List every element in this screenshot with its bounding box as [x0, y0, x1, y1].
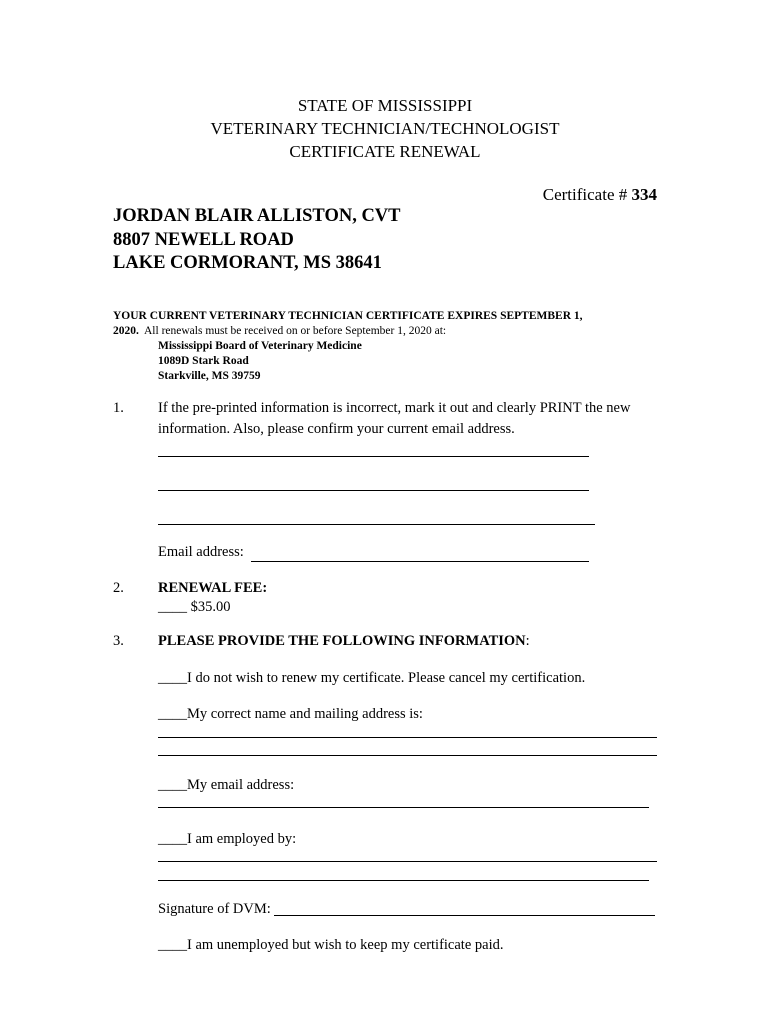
certificate-value: 334: [631, 185, 657, 204]
form-title-state: STATE OF MISSISSIPPI: [297, 96, 473, 115]
form-title-renewal: CERTIFICATE RENEWAL: [289, 142, 481, 161]
renewal-deadline-text: All renewals must be received on or before September 1, 2020 at:: [144, 325, 447, 337]
option-cancel-certificate[interactable]: ____I do not wish to renew my certificate. Please cancel my certification.: [158, 670, 586, 686]
correction-line-2[interactable]: [158, 490, 589, 491]
email-address-line[interactable]: [251, 561, 589, 562]
item1-instruction-line1: If the pre-printed information is incorrect, mark it out and clearly PRINT the new: [158, 400, 631, 416]
certificate-number: [543, 185, 657, 205]
recipient-city: LAKE CORMORANT, MS 38641: [113, 253, 382, 273]
option-employed-by[interactable]: ____I am employed by:: [158, 831, 297, 847]
option-correct-address[interactable]: ____My correct name and mailing address is:: [158, 706, 423, 722]
item3-heading-colon: :: [525, 633, 530, 649]
item3-number: 3.: [113, 633, 124, 649]
correction-line-1[interactable]: [158, 456, 589, 457]
expiry-notice-line2: [113, 325, 446, 337]
dvm-signature-label: Signature of DVM:: [158, 901, 271, 917]
employer-line-2[interactable]: [158, 880, 649, 881]
item2-number: 2.: [113, 580, 124, 596]
renewal-fee-amount[interactable]: ____ $35.00: [158, 599, 231, 615]
option-email-address[interactable]: ____My email address:: [158, 777, 295, 793]
address-line-1[interactable]: [158, 737, 657, 738]
expiry-notice-line1: YOUR CURRENT VETERINARY TECHNICIAN CERTIFICATE EXPIRES SEPTEMBER 1,: [113, 310, 583, 322]
email-line[interactable]: [158, 807, 649, 808]
board-street: 1089D Stark Road: [158, 355, 249, 367]
item1-instruction-line2: information. Also, please confirm your current email address.: [158, 421, 515, 437]
item3-heading: [158, 633, 530, 650]
correction-line-3[interactable]: [158, 524, 595, 525]
board-name: Mississippi Board of Veterinary Medicine: [158, 340, 362, 352]
recipient-street: 8807 NEWELL ROAD: [113, 230, 294, 250]
expiry-year: 2020.: [113, 325, 139, 337]
item3-heading-text: PLEASE PROVIDE THE FOLLOWING INFORMATION: [158, 633, 526, 649]
form-title-profession: VETERINARY TECHNICIAN/TECHNOLOGIST: [210, 119, 560, 138]
address-line-2[interactable]: [158, 755, 657, 756]
option-unemployed[interactable]: ____I am unemployed but wish to keep my certificate paid.: [158, 937, 504, 953]
email-address-label: Email address:: [158, 544, 244, 560]
dvm-signature-line[interactable]: [274, 915, 655, 916]
item1-number: 1.: [113, 400, 124, 416]
recipient-name: JORDAN BLAIR ALLISTON, CVT: [113, 206, 401, 226]
employer-line-1[interactable]: [158, 861, 657, 862]
renewal-fee-heading: RENEWAL FEE:: [158, 580, 268, 596]
certificate-label: Certificate #: [542, 185, 632, 204]
board-city: Starkville, MS 39759: [158, 370, 261, 382]
